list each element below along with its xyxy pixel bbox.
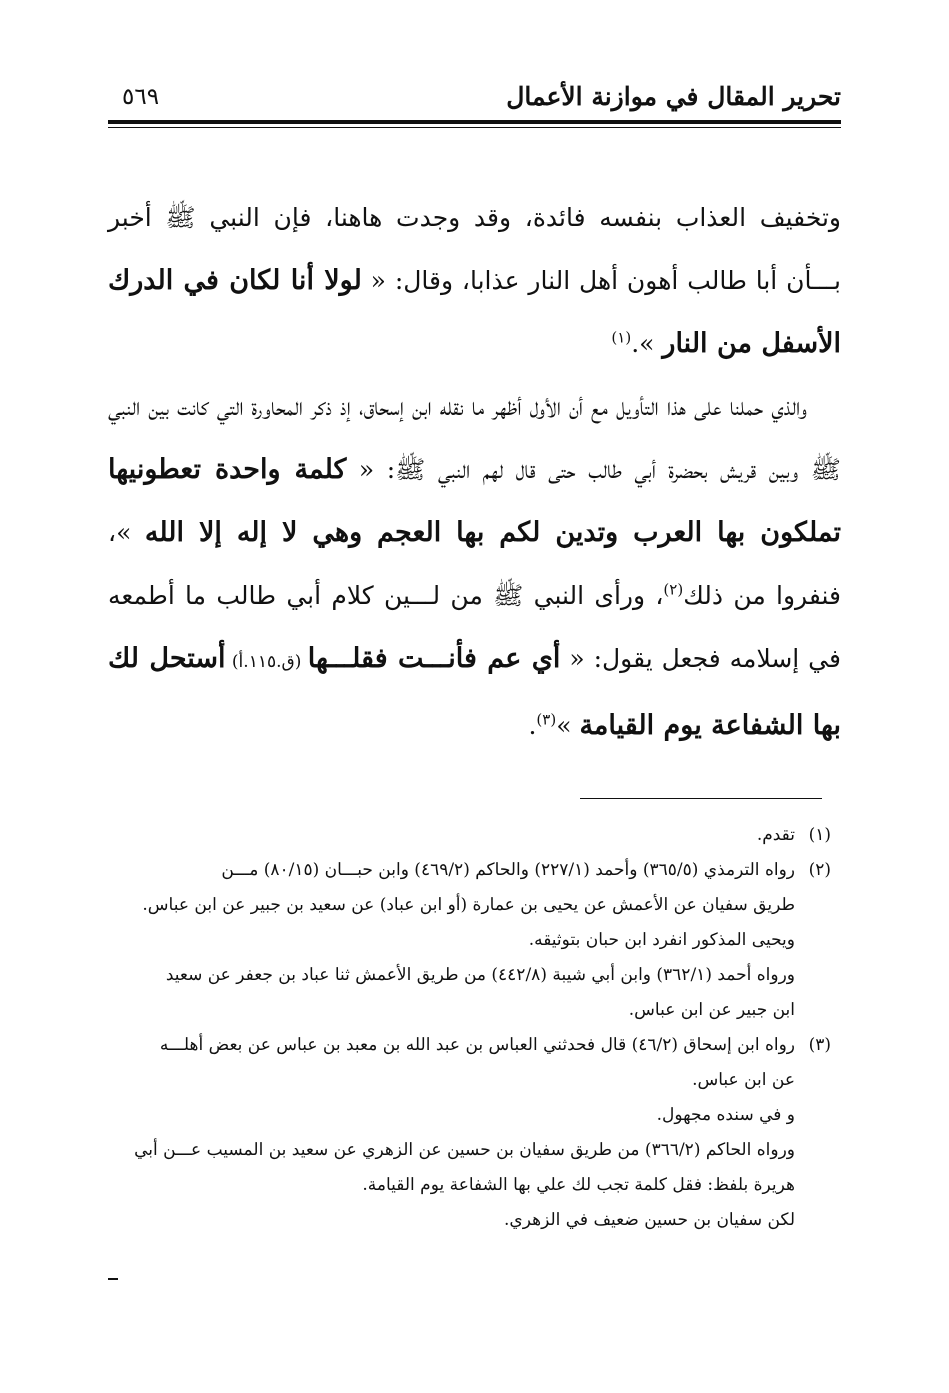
footnote-number: (١) [808,825,831,845]
p1-text: وتخفيف العذاب بنفسه فائدة، وقد وجدت هاهنا، فإن النبي ﷺ أخبر بـــأن أبا طالب أهون أهل النار عذابا، وقال: « [108,203,841,295]
header-rule-thick [108,120,841,124]
footnote-line: عن ابن عباس. [692,1070,795,1090]
footnote-line: ويحيى المذكور انفرد ابن حبان بتوثيقه. [528,930,795,950]
footnote-1 [108,818,831,853]
footnotes [108,818,831,1238]
p2-text-a: والذي حملنا على هذا التأويل مع أن الأول أظهر ما نقله ابن إسحاق، إذ ذكر المحاورة التي كانت بين النبي ﷺ وبين قريش بحضرة أبي طالب حتى قال لهم النبي ﷺ: « [108,392,842,484]
footnote-line: لكن سفيان بن حسين ضعيف في الزهري. [504,1210,795,1230]
book-title: تحرير المقال في موازنة الأعمال [506,82,841,111]
p2-hadith-quote-3: أستحل لك بها الشفاعة يوم القيامة [108,643,841,741]
running-header [108,78,841,118]
footnote-ref-1: (١) [611,328,632,347]
main-text [108,186,841,757]
footnote-line: ابن جبير عن ابن عباس. [628,1000,795,1020]
footnote-line: ورواه الحاكم (٣٦٦/٢) من طريق سفيان بن حسين عن الزهري عن سعيد بن المسيب عـــن أبي [134,1140,795,1160]
p2-period: . [528,711,537,740]
footnote-line: رواه ابن إسحاق (٤٦/٢) قال فحدثني العباس بن عبد الله بن معبد بن عباس عن بعض أهلـــه [159,1035,795,1055]
footnote-line: طريق سفيان عن الأعمش عن يحيى بن عمارة (أو ابن عباد) عن سعيد بن جبير عن ابن عباس. [142,895,795,915]
footnote-line: هريرة بلفظ: فقل كلمة تجب لك علي بها الشفاعة يوم القيامة. [362,1175,795,1195]
footnote-3 [108,1028,831,1238]
footnote-separator [580,798,822,799]
p2-hadith-quote-1: كلمة واحدة تعطونيها تملكون بها العرب وتدين لكم بها العجم وهي لا إله إلا الله [108,454,842,548]
manuscript-folio-marker: (ق.١١٥.أ) [225,652,308,672]
continuation-dash [108,1278,118,1280]
p2-close: » [556,711,580,740]
footnote-ref-3: (٣) [536,710,557,729]
footnote-number: (٣) [808,1035,831,1055]
p2-text-c: ، ورأى النبي ﷺ من لـــين كلام أبي طالب ما أطمعه في إسلامه فجعل يقول: « [108,581,841,673]
p2-text-b: »، فنفروا من ذلك [108,518,841,610]
footnote-line: ورواه أحمد (٣٦٢/١) وابن أبي شيبة (٤٤٢/٨) من طريق الأعمش ثنا عباد بن جعفر عن سعيد [165,965,795,985]
paragraph-1 [108,186,841,375]
p1-hadith-quote: لولا أنا لكان في الدرك الأسفل من النار [108,265,841,359]
footnote-line: رواه الترمذي (٣٦٥/٥) وأحمد (٢٢٧/١) والحاكم (٤٦٩/٢) وابن حبـــان (٨٠/١٥) مـــن [221,860,795,880]
footnote-line: و في سنده مجهول. [656,1105,795,1125]
footnote-2 [108,853,831,1028]
footnote-line: تقدم. [756,825,795,845]
page-number: ٥٦٩ [122,84,160,110]
p1-close: ». [631,329,663,358]
footnote-number: (٢) [808,860,831,880]
footnote-ref-2: (٢) [663,580,684,599]
p2-hadith-quote-2: أي عم فأنـــت فقلـــها [307,643,561,674]
header-rule-thin [108,127,841,128]
paragraph-2 [108,375,841,757]
